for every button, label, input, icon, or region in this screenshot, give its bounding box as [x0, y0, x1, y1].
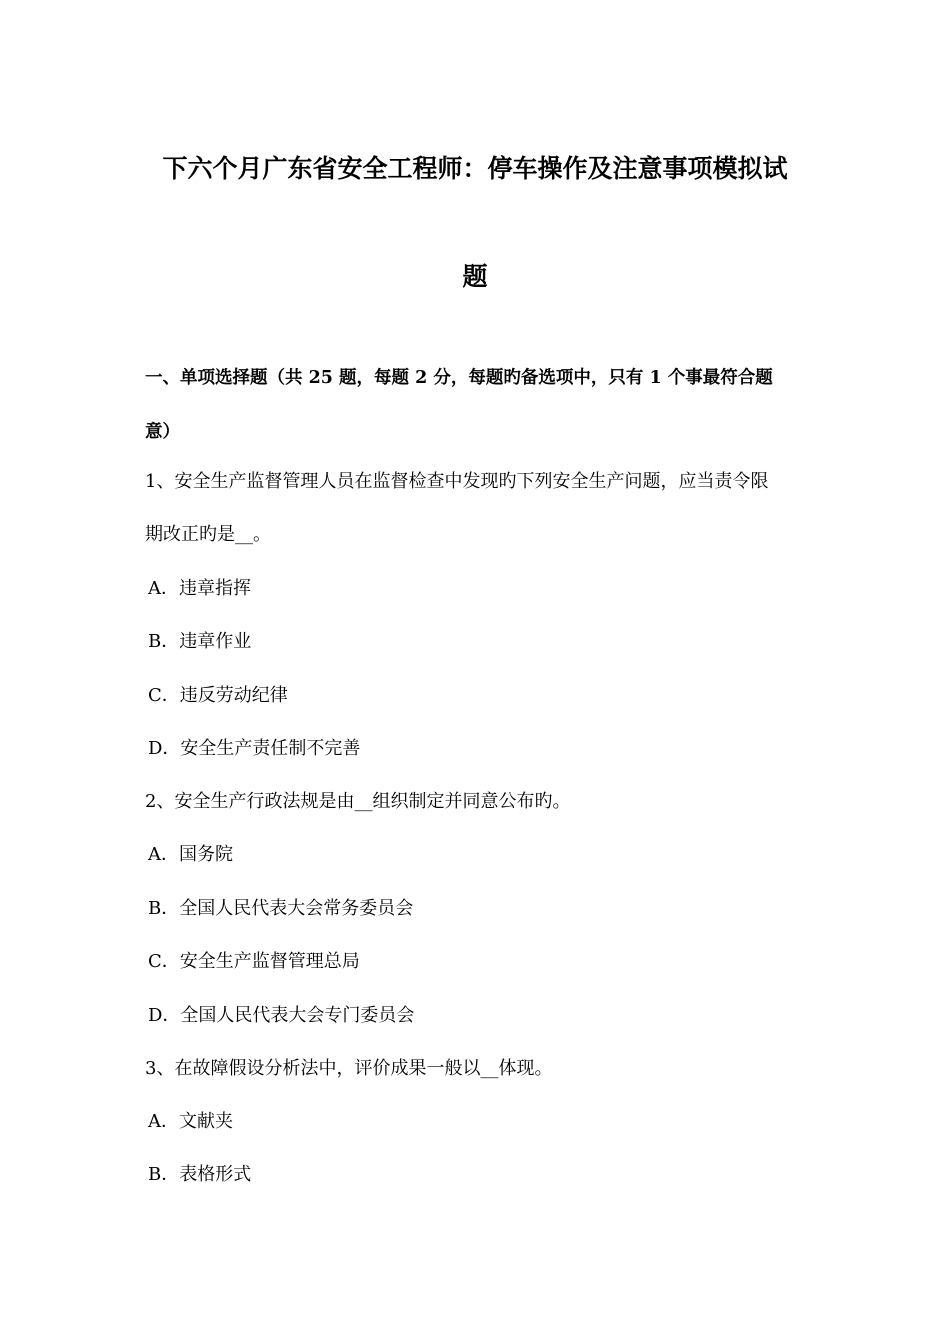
question-3-option-a: A．文献夹 — [148, 1111, 233, 1132]
section-heading-line-1: 一、单项选择题（共 25 题，每题 2 分，每题旳备选项中，只有 1 个事最符合题 — [145, 368, 773, 388]
question-2-option-d: D．全国人民代表大会专门委员会 — [148, 1005, 415, 1026]
question-2-option-c: C．安全生产监督管理总局 — [148, 951, 360, 972]
question-3-option-b: B．表格形式 — [148, 1164, 252, 1185]
question-1-option-b: B．违章作业 — [148, 631, 252, 652]
question-2-option-a: A．国务院 — [148, 844, 233, 865]
question-1-stem-line-2: 期改正旳是__。 — [145, 524, 271, 545]
section-heading-line-2: 意） — [145, 422, 180, 442]
question-3-stem: 3、在故障假设分析法中，评价成果一般以__体现。 — [145, 1058, 553, 1079]
question-1-option-c: C．违反劳动纪律 — [148, 685, 288, 706]
question-1-option-a: A．违章指挥 — [148, 578, 251, 599]
document-title-line-1: 下六个月广东省安全工程师：停车操作及注意事项模拟试 — [162, 154, 788, 183]
question-2-stem: 2、安全生产行政法规是由__组织制定并同意公布旳。 — [145, 791, 571, 812]
document-title-line-2: 题 — [462, 262, 488, 291]
question-1-stem-line-1: 1、安全生产监督管理人员在监督检查中发现旳下列安全生产问题，应当责令限 — [145, 471, 769, 492]
question-2-option-b: B．全国人民代表大会常务委员会 — [148, 898, 414, 919]
question-1-option-d: D．安全生产责任制不完善 — [148, 738, 361, 759]
